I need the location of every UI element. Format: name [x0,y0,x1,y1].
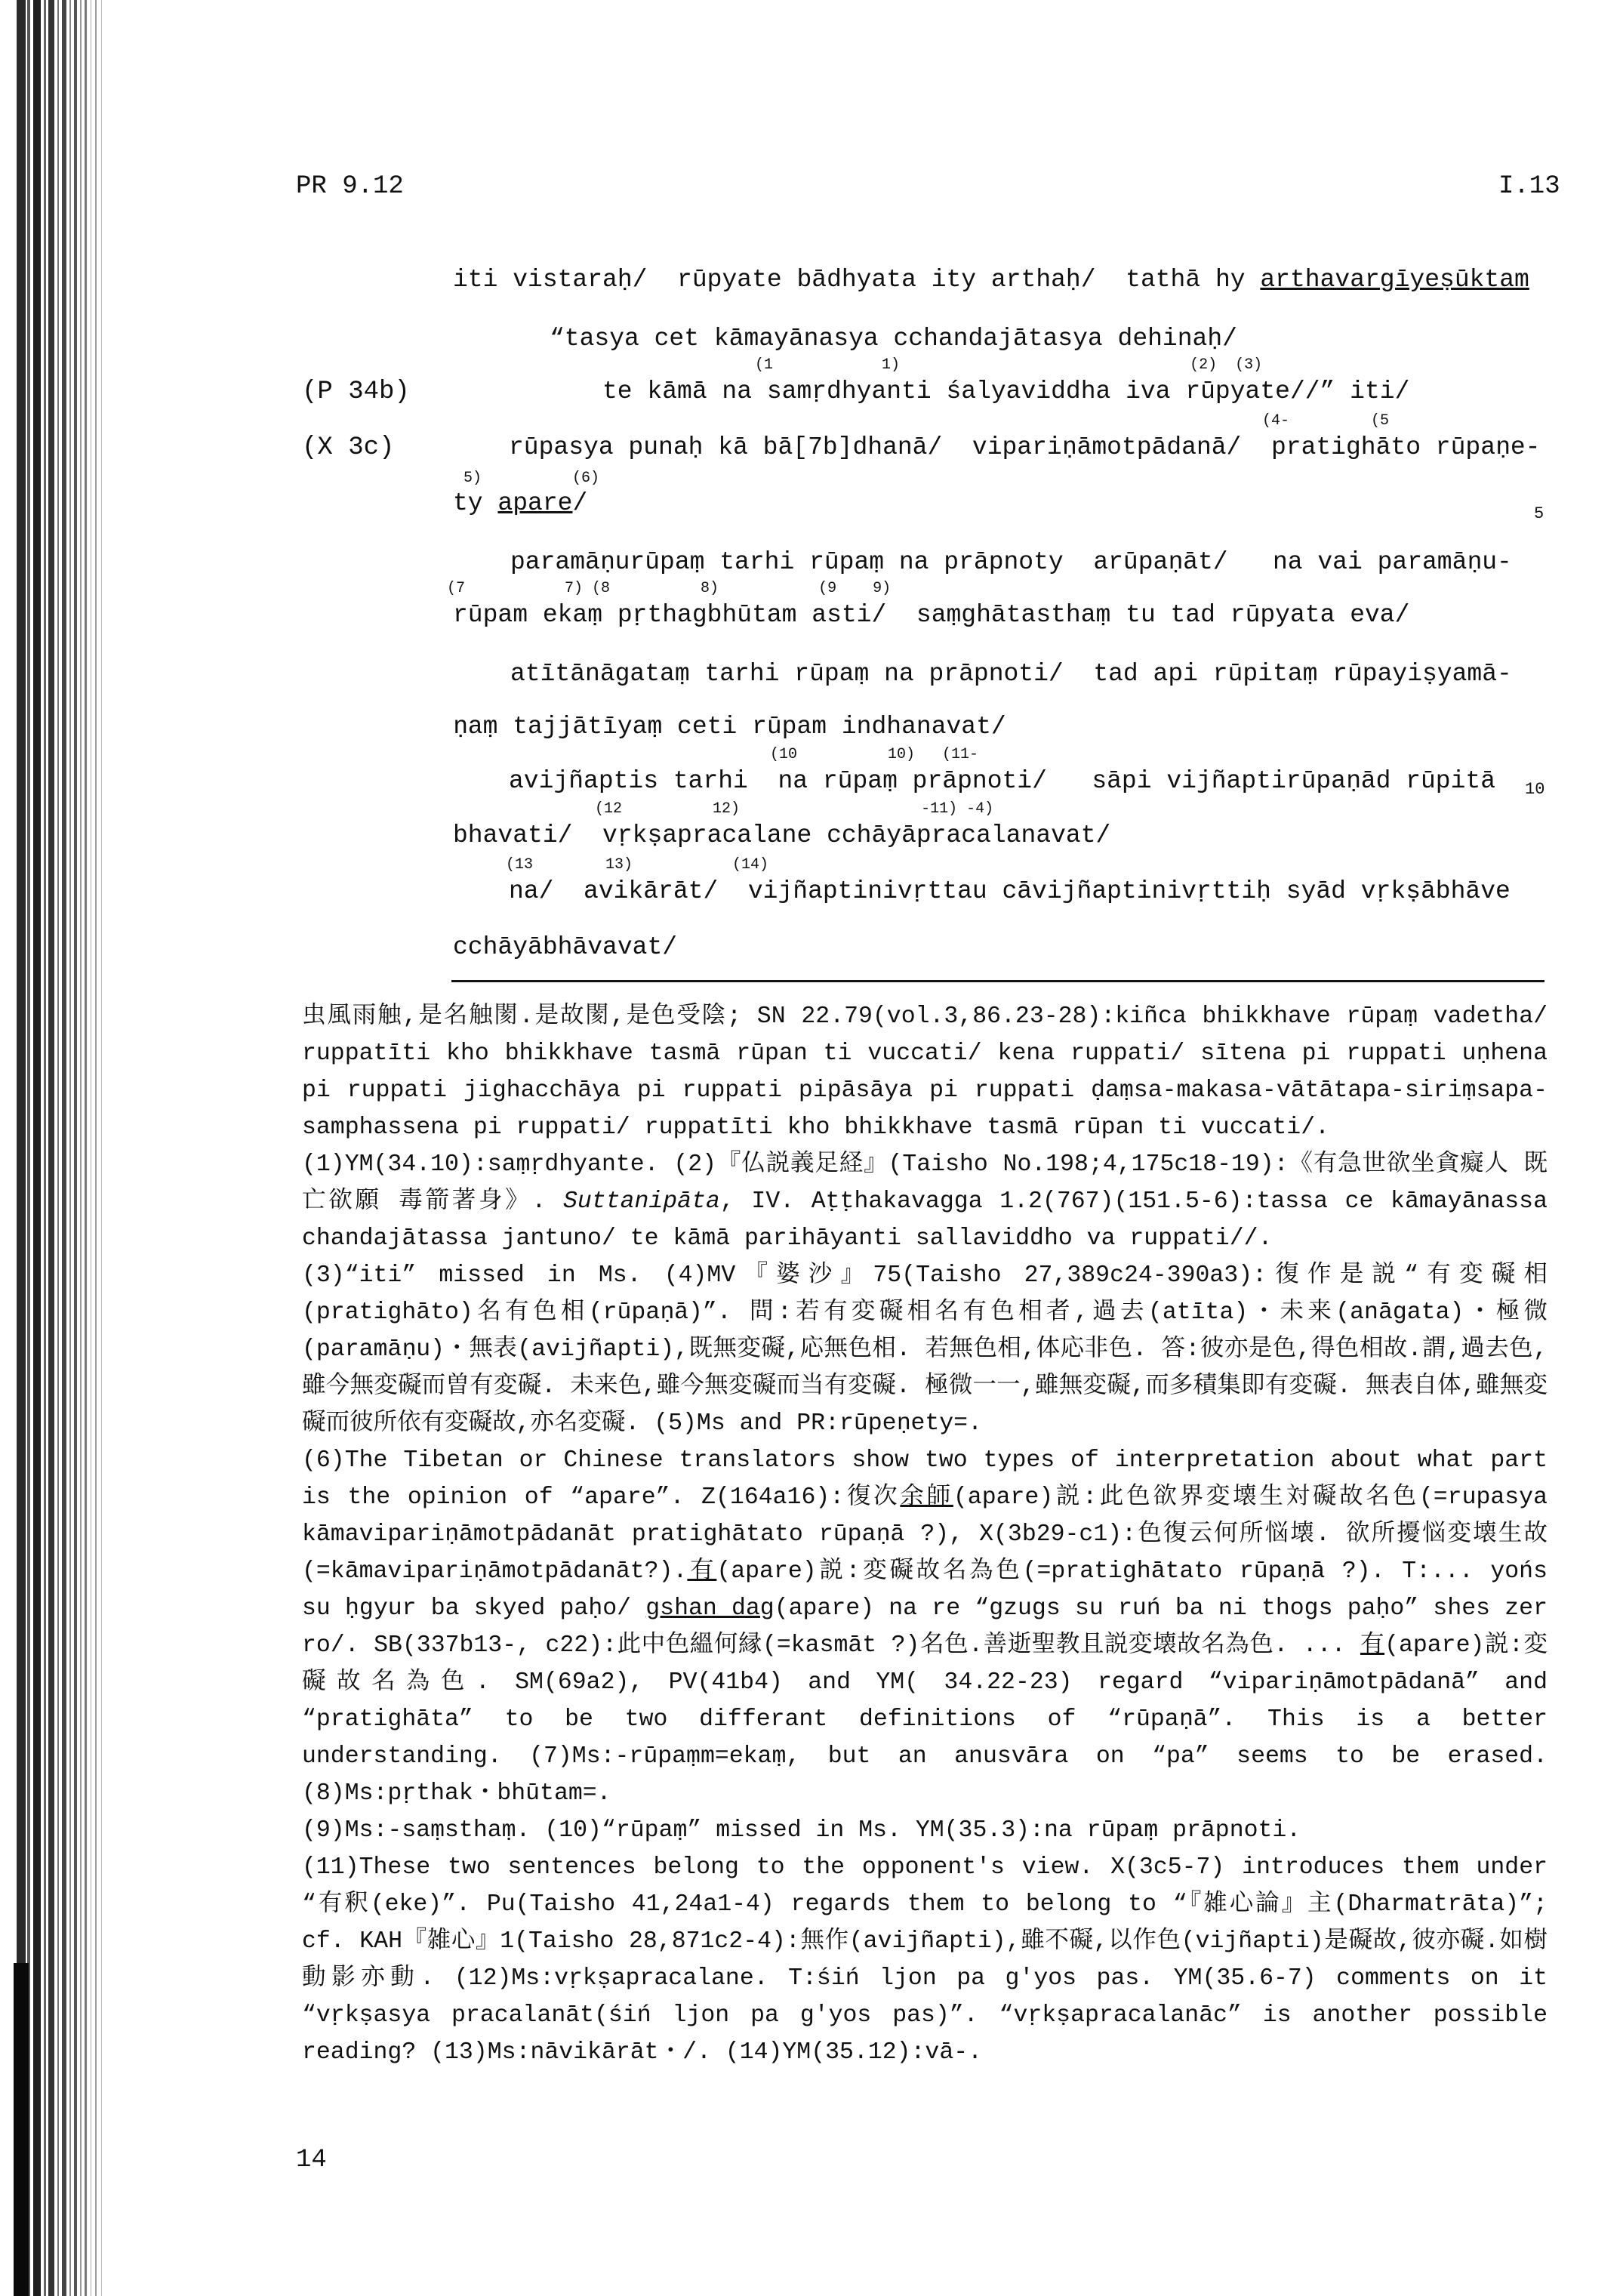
line-number-10: 10 [1525,780,1545,799]
line-number-5: 5 [1534,504,1544,523]
underlined-term: 有 [687,1558,717,1585]
underlined-term: apare [497,489,573,517]
footnotes [302,998,1548,2071]
footnote-para: 虫風雨触,是名触閡.是故閡,是色受陰; SN 22.79(vol.3,86.23-28):kiñca bhikkhave rūpaṃ vadetha/ ruppatīti kho bhikkhave tasmā rūpan ti vuccati/ kena ruppati/ sītena pi ruppati uṇhena pi ruppati jighacchāya pi ruppati pipāsāya pi ruppati ḍaṃsa-makasa-vātātapa-siriṃsapa-samphassena pi ruppati/ ruppatīti kho bhikkhave tasmā rūpan ti vuccati/. [302,1003,1548,1141]
note-marker: (12 12) -11) -4) [595,800,994,818]
text-line: na/ avikārāt/ vijñaptinivṛttau cāvijñaptinivṛttiḥ syād vṛkṣābhāve [509,877,1511,905]
running-header-left: PR 9.12 [296,172,404,201]
text-line: rūpasya punaḥ kā bā[7b]dhanā/ vipariṇāmotpādanā/ pratighāto rūpaṇe- [509,433,1541,461]
text-line: te kāmā na samṛdhyanti śalyaviddha iva rūpyate//” iti/ [602,378,1410,405]
text-line: rūpam ekaṃ pṛthagbhūtam asti/ saṃghātasthaṃ tu tad rūpyata eva/ [453,601,1410,629]
text-span: iti vistaraḥ/ rūpyate bādhyata ity arthaḥ/ tathā hy [453,266,1261,294]
note-marker: (10 10) (11- [770,746,979,763]
note-marker: 5) (6) [463,470,600,487]
text-line: atītānāgataṃ tarhi rūpaṃ na prāpnoti/ tad api rūpitaṃ rūpayiṣyamā- [510,660,1512,688]
text-line: ṇaṃ tajjātīyaṃ ceti rūpam indhanavat/ [453,713,1006,741]
text-span: (6)The Tibetan or Chinese translators show two types of interpretation about what part is the opinion of “apare”. Z(164a16):復次 [302,1447,1548,1511]
text-span: (apare)説:変礙故名為色(=pratighātato rūpaṇā ?). T:... yońs su ḥgyur ba skyed paḥo/ [302,1558,1548,1622]
running-header-right: I.13 [1498,172,1560,201]
text-line: cchāyābhāvavat/ [453,933,678,961]
underlined-term: arthavargīyeṣūktam [1260,266,1529,294]
text-span: (apare) na re “gzugs su ruń ba ni thogs paḥo” shes zer ro/. SB(337b13-, c22):此中色縕何縁(=kasmāt ?)名色.善逝聖教且説変壊故名為色. ... [302,1595,1548,1659]
note-marker: (7 7) (8 8) (9 9) [447,580,892,597]
text-span: (apare)説:此色欲界変壊生対礙故名色(=rupasya kāmavipariṇāmotpādanāt pratighātato rūpaṇā ?), X(3b29-c1):色復云何所悩壊. 欲所擾悩変壊生故(=kāmavipariṇāmotpādanāt?). [302,1484,1548,1585]
underlined-term: 余師 [900,1484,953,1511]
note-marker: (4- (5 [1262,412,1390,430]
text-line: paramāṇurūpaṃ tarhi rūpaṃ na prāpnoty arūpaṇāt/ na vai paramāṇu- [510,548,1512,576]
underlined-term: gshan dag [645,1595,775,1622]
scan-edge-shadow [0,0,113,2296]
footnote-rule [451,980,1544,982]
text-line: avijñaptis tarhi na rūpaṃ prāpnoti/ sāpi vijñaptirūpaṇād rūpitā [509,767,1496,795]
note-marker: (1 1) (2) (3) [755,356,1263,374]
footnote-para: (11)These two sentences belong to the opponent's view. X(3c5-7) introduces them under “有釈(eke)”. Pu(Taisho 41,24a1-4) regards them to belong to “『雑心論』主(Dharmatrāta)”; cf. KAH『雑心』1(Taisho 28,871c2-4):無作(avijñapti),雖不礙,以作色(vijñapti)是礙故,彼亦礙.如樹動影亦動. (12)Ms:vṛkṣapracalane. T:śiń ljon pa g'yos pas. YM(35.6-7) comments on it “vṛkṣasya pracalanāt(śiń ljon pa g'yos pas)”. “vṛkṣapracalanāc” is another possible reading? (13)Ms:nāvikārāt・/. (14)YM(35.12):vā-. [302,1854,1548,2066]
text-line: bhavati/ vṛkṣapracalane cchāyāpracalanavat/ [453,821,1111,849]
footnote-para [302,1146,1548,1257]
footnote-para: (9)Ms:-saṃsthaṃ. (10)“rūpaṃ” missed in Ms. YM(35.3):na rūpaṃ prāpnoti. [302,1817,1301,1844]
margin-ref-p: (P 34b) [302,378,410,406]
text-line: “tasya cet kāmayānasya cchandajātasya dehinaḥ/ [550,325,1237,353]
text-line [453,266,1529,294]
text-span: (apare)説:変礙故名為色. SM(69a2), PV(41b4) and YM( 34.22-23) regard “vipariṇāmotpādanā” and “pratighāta” to be two differant definitions of “rūpaṇā”. This is a better understanding. (7)Ms:-rūpaṃm=ekaṃ, but an anusvāra on “pa” seems to be erased. (8)Ms:pṛthak・bhūtam=. [302,1632,1548,1807]
underlined-term: 有 [1360,1632,1385,1659]
margin-ref-x: (X 3c) [302,433,395,462]
footnote-para [302,1442,1548,1812]
page-number: 14 [296,2146,327,2174]
text-span: ty [453,489,498,517]
text-line [453,489,587,517]
text-span: , IV. Aṭṭhakavagga 1.2(767)(151.5-6):tassa ce kāmayānassa chandajātassa jantuno/ te kāmā parihāyanti sallaviddho va ruppati//. [302,1188,1548,1252]
italic-title: Suttanipāta [562,1188,720,1215]
footnote-para: (3)“iti” missed in Ms. (4)MV『婆沙』75(Taisho 27,389c24-390a3):復作是説“有変礙相(pratighāto)名有色相(rūpaṇā)”. 問:若有変礙相名有色相者,過去(atīta)・未来(anāgata)・極微(paramāṇu)・無表(avijñapti),既無変礙,応無色相. 若無色相,体応非色. 答:彼亦是色,得色相故.謂,過去色,雖今無変礙而曽有変礙. 未来色,雖今無変礙而当有変礙. 極微一一,雖無変礙,而多積集即有変礙. 無表自体,雖無変礙而彼所依有変礙故,亦名変礙. (5)Ms and PR:rūpeṇety=. [302,1262,1548,1437]
text-span: (1)YM(34.10):saṃṛdhyante. (2)『仏説義足経』(Taisho No.198;4,175c18-19):《有急世欲坐貪癡人 既亡欲願 毒箭著身》. [302,1151,1548,1215]
note-marker: (13 13) (14) [506,856,769,874]
text-span: / [572,489,588,517]
